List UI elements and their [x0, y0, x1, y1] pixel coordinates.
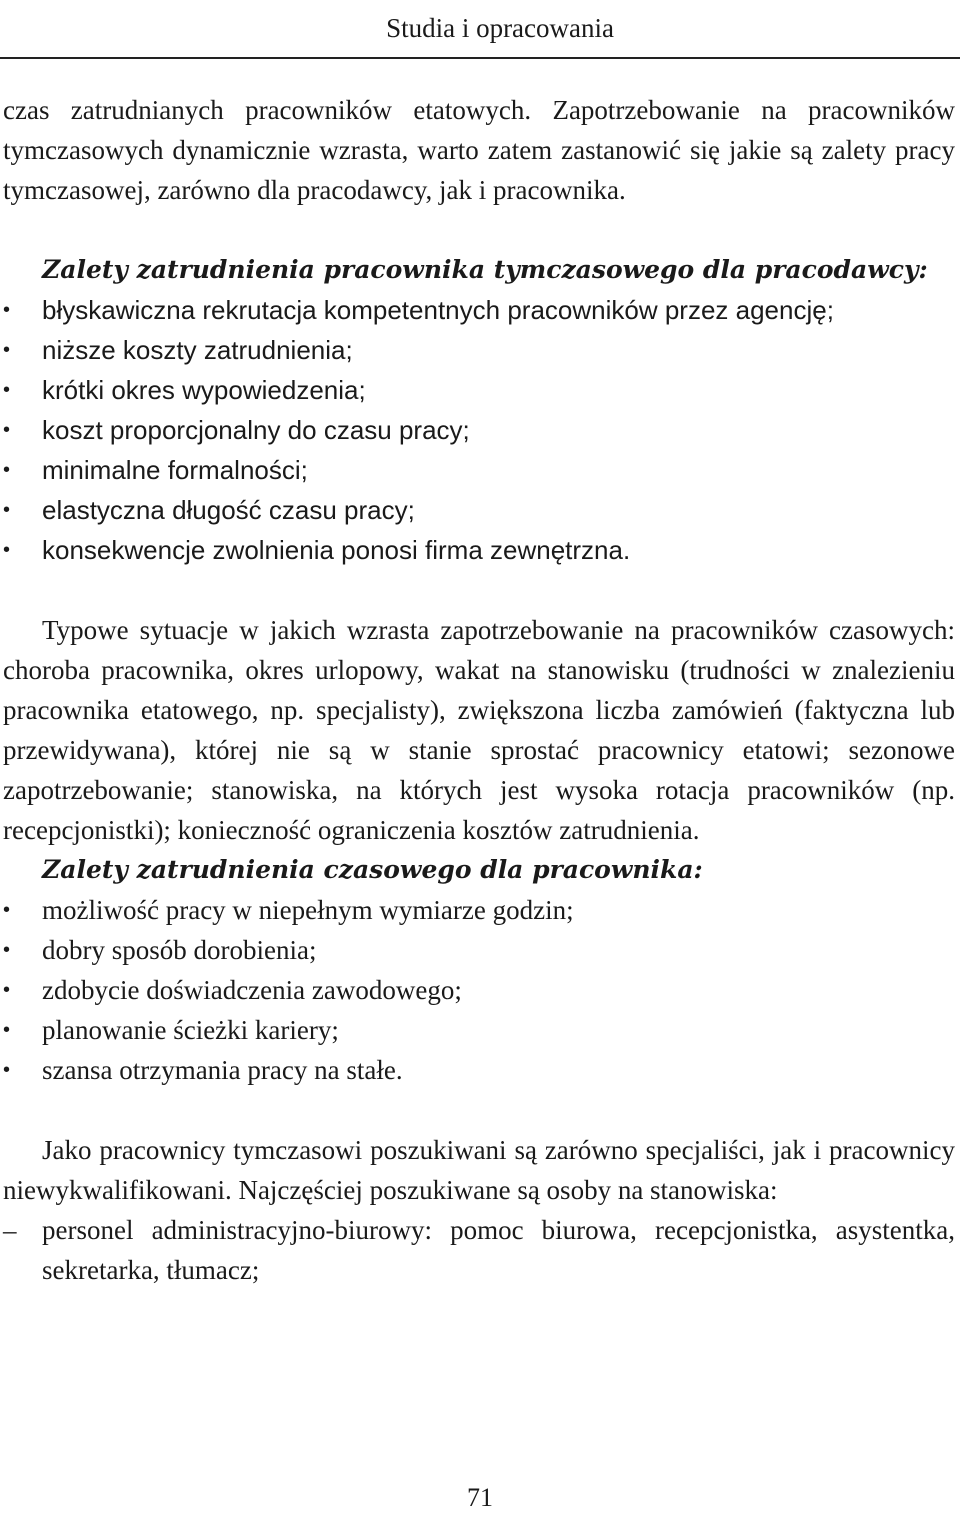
- bullet-icon: •: [3, 299, 11, 321]
- bullet-icon: •: [3, 459, 11, 481]
- running-title: Studia i opracowania: [386, 13, 614, 43]
- spacer: [3, 570, 955, 610]
- bullet-icon: •: [3, 899, 11, 921]
- bullet-icon: •: [3, 1059, 11, 1081]
- list-item: [3, 890, 955, 930]
- employee-benefits-list: [3, 890, 955, 1090]
- positions-list: [3, 1210, 955, 1290]
- list-item: [3, 1050, 955, 1090]
- spacer: [3, 1090, 955, 1130]
- list-item-text: krótki okres wypowiedzenia;: [42, 375, 366, 405]
- list-item: [3, 290, 955, 330]
- list-item: [3, 330, 955, 370]
- employer-benefits-list: [3, 290, 955, 570]
- list-item: [3, 930, 955, 970]
- list-item-text: zdobycie doświadczenia zawodowego;: [42, 975, 462, 1005]
- list-item-text: personel administracyjno-biurowy: pomoc biurowa, recepcjonistka, asystentka, sekretarka, tłumacz;: [42, 1215, 955, 1285]
- list-item-text: planowanie ścieżki kariery;: [42, 1015, 339, 1045]
- dash-marker: –: [3, 1215, 17, 1245]
- bullet-icon: •: [3, 539, 11, 561]
- list-item: [3, 1210, 955, 1290]
- bullet-icon: •: [3, 939, 11, 961]
- bullet-icon: •: [3, 1019, 11, 1041]
- page-number: 71: [467, 1483, 493, 1512]
- header-rule: [0, 57, 960, 59]
- list-item-text: minimalne formalności;: [42, 455, 308, 485]
- intro-paragraph: czas zatrudnianych pracowników etatowych. Zapotrzebowanie na pracowników tymczasowych dynamicznie wzrasta, warto zatem zastanowić się jakie są zalety pracy tymczasowej, zarówno dla pracodawcy, jak i pracownika.: [3, 95, 955, 205]
- list-item-text: możliwość pracy w niepełnym wymiarze godzin;: [42, 895, 574, 925]
- list-item: [3, 530, 955, 570]
- list-item: [3, 970, 955, 1010]
- bullet-icon: •: [3, 979, 11, 1001]
- list-item: [3, 1010, 955, 1050]
- employer-benefits-heading: Zalety zatrudnienia pracownika tymczasowego dla pracodawcy:: [42, 255, 928, 284]
- employee-benefits-heading: Zalety zatrudnienia czasowego dla pracownika:: [42, 855, 703, 884]
- typical-situations-paragraph: Typowe sytuacje w jakich wzrasta zapotrzebowanie na pracowników czasowych: choroba pracownika, okres urlopowy, wakat na stanowisku (trudności w znalezieniu pracownika etatowego, np. specjalisty), zwiększona liczba zamówień (faktyczna lub przewidywana), której nie są w stanie sprostać pracownicy etatowi; sezonowe zapotrzebowanie; stanowiska, na których jest wysoka rotacja pracowników (np. recepcjonistki); konieczność ograniczenia kosztów zatrudnienia.: [3, 615, 955, 845]
- list-item-text: błyskawiczna rekrutacja kompetentnych pracowników przez agencję;: [42, 295, 834, 325]
- list-item-text: elastyczna długość czasu pracy;: [42, 495, 415, 525]
- running-header: [0, 0, 960, 60]
- list-item: [3, 410, 955, 450]
- bullet-icon: •: [3, 379, 11, 401]
- list-item: [3, 490, 955, 530]
- bullet-icon: •: [3, 419, 11, 441]
- list-item-text: niższe koszty zatrudnienia;: [42, 335, 353, 365]
- list-item-text: szansa otrzymania pracy na stałe.: [42, 1055, 403, 1085]
- spacer: [3, 210, 955, 250]
- list-item: [3, 450, 955, 490]
- bullet-icon: •: [3, 339, 11, 361]
- closing-paragraph: Jako pracownicy tymczasowi poszukiwani są zarówno specjaliści, jak i pracownicy niewykwalifikowani. Najczęściej poszukiwane są osoby na stanowiska:: [3, 1135, 955, 1205]
- list-item: [3, 370, 955, 410]
- list-item-text: konsekwencje zwolnienia ponosi firma zewnętrzna.: [42, 535, 631, 565]
- bullet-icon: •: [3, 499, 11, 521]
- list-item-text: koszt proporcjonalny do czasu pracy;: [42, 415, 470, 445]
- page-body: [3, 90, 955, 1290]
- list-item-text: dobry sposób dorobienia;: [42, 935, 317, 965]
